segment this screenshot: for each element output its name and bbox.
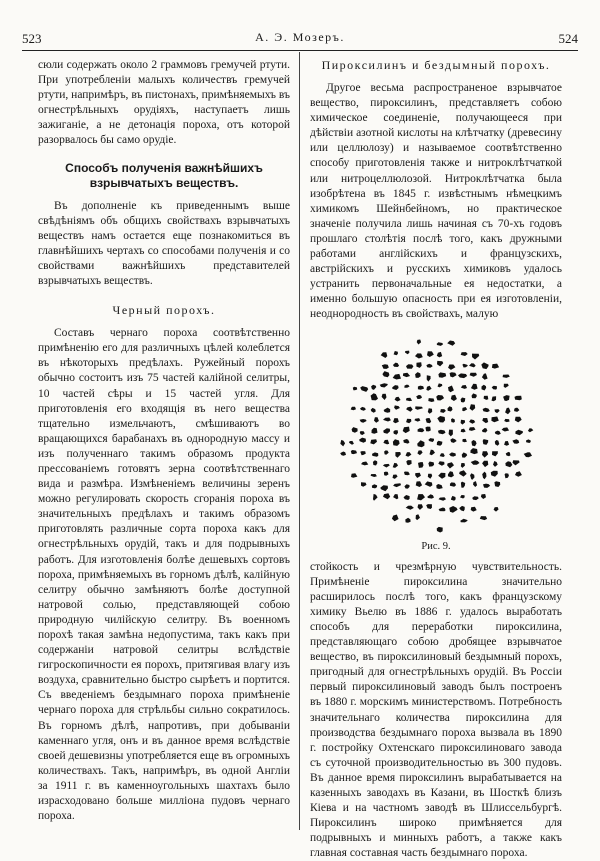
page-header (22, 28, 578, 52)
powder-grain (461, 397, 466, 402)
powder-grain (371, 407, 376, 412)
powder-grain (393, 439, 400, 446)
page-number-right: 524 (558, 31, 578, 46)
powder-grain (392, 514, 399, 521)
powder-grain (384, 450, 389, 454)
powder-grain (439, 507, 446, 511)
powder-grain (494, 481, 500, 487)
powder-grain (380, 383, 388, 387)
subsection-title-pyroxylin: Пироксилинъ и бездымный порохъ. (321, 58, 551, 72)
powder-grain (393, 462, 398, 467)
powder-grain (451, 418, 455, 422)
powder-grain (461, 463, 465, 468)
powder-grain (395, 452, 401, 458)
powder-grain (395, 396, 401, 401)
paragraph-pyroxylin: Другое весьма распространеное взрывчатое вещество, пироксилинъ, представляетъ собою химическое соединеніе, получающееся при дѣйствіи азотной кислоты на клѣтчатку (древесину или целлюлозу) и называемое соотвѣтственно способу приготовленія также и нитроклѣтчаткой или нитроцеллюлозой. Нитроклѣтчатка была изобрѣтена въ 1845 г. извѣстнымъ нѣмецкимъ химикомъ Шейнбейномъ, но практическое значеніе получила лишь начиная съ 70-хъ годовъ прошлаго столѣтія послѣ того, какъ дружными работами англійскихъ и французскихъ, австрійскихъ и русскихъ химиковъ удалось устранить первоначальные ея недостатки, а именно большую опасность при ея изготовленіи, неоднородность въ свойствахъ, малую (310, 82, 562, 321)
powder-grain (482, 471, 486, 479)
powder-grain (449, 506, 457, 513)
paragraph-black-powder: Составъ чернаго пороха соотвѣтственно примѣненію его для различныхъ цѣлей колеблется въ нѣкоторыхъ предѣлахъ. Ружейный порохъ обычно состоитъ изъ 75 частей калійной селитры, 10 частей сѣры и 15 частей угля. Для приготовленія его входящія въ него вещества тщательно измельчаютъ, смѣшиваютъ во вращающихся барабанахъ въ однородную массу и изъ полученнаго такимъ образомъ продукта прессованіемъ готовятъ зерна соотвѣтственнаго вида и размѣра. Измѣненіемъ величины зеренъ можно регулировать скорость сгоранія пороха въ значительныхъ предѣлахъ и такимъ образомъ приготовлять различные сорта пороха какъ для огнестрѣльныхъ орудій, такъ и для подрывныхъ работъ. Для изготовленія болѣе дешевыхъ сортовъ пороха, примѣняемыхъ въ горномъ дѣлѣ, калійную селитру обычно замѣняютъ болѣе доступной натровой солью, представляющей собою природную чилійскую селитру. Въ военномъ порохѣ такая замѣна недопустима, такъ какъ при содержаніи натровой селитры вслѣдствіе гигроскопичности ея порохъ, притягивая влагу изъ воздуха, сравнительно быстро сырѣетъ и портится. Съ введеніемъ бездымнаго пороха примѣненіе чернаго пороха для стрѣльбы сильно сократилось. Въ горномъ дѣлѣ, напротивъ, при добываніи каменнаго угля, онъ и въ данное время вслѣдствіе своей дешевизны употребляется еще въ огромныхъ количествахъ. Такъ, напримѣръ, въ одной Англіи за 1911 г. въ каменноугольныхъ шахтахъ было израсходовано больше милліона пудовъ чернаго пороха. (38, 327, 291, 823)
powder-grain (472, 496, 479, 500)
powder-grain (436, 484, 442, 489)
powder-grain (359, 437, 366, 442)
powder-grain (459, 470, 467, 476)
powder-grain (482, 418, 488, 423)
powder-grain (373, 493, 378, 500)
powder-grain (472, 393, 477, 398)
powder-grain (351, 473, 357, 477)
powder-grain (406, 460, 411, 465)
powder-grain (450, 482, 456, 486)
powder-grain (416, 362, 421, 368)
powder-grain (505, 461, 512, 467)
powder-grain (393, 430, 398, 435)
powder-grain (430, 449, 436, 455)
powder-grain (491, 470, 498, 476)
powder-grain (437, 351, 442, 357)
powder-grain (383, 439, 389, 444)
powder-grain (473, 481, 477, 487)
powder-grain (494, 507, 499, 512)
powder-grain (472, 353, 479, 359)
powder-grain (352, 427, 358, 433)
powder-grain (481, 494, 486, 499)
powder-grain (504, 383, 509, 387)
powder-grain (360, 431, 365, 435)
powder-grain (384, 407, 391, 412)
powder-grain (515, 429, 522, 435)
powder-grain (515, 471, 522, 477)
powder-grain (426, 504, 432, 509)
powder-grain (504, 441, 509, 446)
powder-grain (451, 394, 457, 400)
powder-grain (448, 471, 454, 477)
powder-grain (451, 495, 456, 500)
powder-grain (361, 461, 368, 465)
powder-grain (512, 439, 519, 444)
powder-grain (361, 482, 367, 487)
powder-grain (495, 409, 500, 413)
powder-grain (370, 439, 377, 444)
powder-grain (428, 473, 432, 478)
powder-grains-illustration (336, 335, 536, 535)
powder-grain (406, 505, 414, 509)
powder-grain (353, 386, 357, 390)
powder-grain (483, 439, 489, 445)
paragraph-continued: сюли содержать около 2 граммовъ гремучей ртути. При употребленіи малыхъ количествъ гремучей ртути, напримѣръ, въ пистонахъ, примѣняемыхъ въ огнестрѣльныхъ орудіяхъ, наступаетъ лишь зажиганіе, а не детонація пороха, отъ которой разорвалось бы само орудіе. (38, 59, 290, 147)
powder-grain (428, 408, 432, 413)
powder-grain (482, 384, 487, 390)
powder-grain (381, 352, 388, 358)
powder-grain (469, 427, 476, 431)
paragraph-pyroxylin-continued: стойкость и чрезмѣрную чувствительность. Примѣненіе пироксилина значительно расширилось послѣ того, какъ французскому химику Вьелю въ 1886 г. удалось выработать способъ для переработки пироксилина, представляющаго собою дробящее взрывчатое вещество, въ пироксилиновый бездымный порохъ, пригодный для огнестрѣльныхъ орудій. Въ Россіи первый пироксилиновый заводъ былъ построенъ въ 1880 г. морскимъ министерствомъ. Потребность значительнаго количества пироксилина для производства бездымнаго пороха вызвала въ 1890 г. постройку Охтенскаго пироксилиноваго завода съ суточной производительностью въ 300 пудовъ. Въ данное время пироксилинъ вырабатывается на казенныхъ заводахъ въ Казани, въ Шосткѣ близъ Кіева и на частномъ заводѣ въ Шлиссельбургѣ. Пироксилинъ широко примѣняется для подрывныхъ и минныхъ работъ, а также какъ главная составная часть бездымнаго пороха. (310, 560, 562, 860)
powder-grain (514, 407, 519, 411)
powder-grain (371, 384, 376, 389)
powder-grain (382, 371, 389, 377)
powder-grain (495, 440, 500, 446)
powder-grain (515, 395, 522, 400)
powder-grain (382, 364, 389, 369)
powder-grain (427, 494, 434, 498)
powder-grain (406, 418, 411, 422)
powder-grain (471, 383, 478, 389)
powder-grain (448, 406, 453, 411)
powder-grain (371, 474, 377, 477)
powder-grain (450, 438, 456, 443)
powder-grain (384, 471, 389, 475)
powder-grain (482, 451, 488, 457)
running-head-author: А. Э. Мозеръ. (255, 30, 345, 44)
powder-grain (392, 385, 398, 390)
powder-grain (436, 395, 444, 401)
powder-grain (404, 484, 409, 488)
powder-grain (469, 419, 475, 423)
powder-grain (438, 472, 445, 478)
powder-grain (383, 493, 390, 499)
powder-grain (428, 461, 434, 466)
powder-grain (405, 350, 409, 354)
powder-grain (418, 428, 425, 432)
paragraph-intro: Въ дополненіе къ приведеннымъ выше свѣдѣніямъ объ общихъ свойствахъ взрывчатыхъ веществъ намъ остается еще познакомиться въ главнѣйшихъ чертахъ со способами полученія и со свойствами важнѣйшихъ представителей взрывчатыхъ веществъ. (38, 199, 290, 288)
powder-grain (417, 494, 425, 500)
powder-grain (405, 517, 410, 522)
powder-grain (393, 418, 399, 423)
powder-grain (371, 393, 378, 400)
powder-grain (462, 407, 467, 411)
powder-grain (428, 398, 434, 402)
powder-grain (416, 394, 422, 398)
powder-grain (438, 372, 446, 377)
powder-grain (417, 450, 422, 455)
powder-grain (481, 362, 488, 369)
powder-grain (394, 351, 398, 355)
powder-grain (416, 514, 420, 520)
powder-grain (492, 385, 497, 389)
powder-grain (461, 428, 466, 432)
powder-grain (438, 429, 446, 434)
powder-grain (447, 340, 455, 345)
powder-grain (418, 504, 424, 510)
powder-grain (482, 460, 488, 466)
powder-grain (373, 460, 377, 465)
powder-grain (440, 409, 446, 413)
powder-grain (461, 385, 467, 389)
powder-grain (415, 472, 421, 477)
powder-grain (504, 418, 509, 421)
figure-9 (310, 335, 562, 535)
powder-grain (416, 481, 422, 487)
powder-grain (393, 362, 399, 366)
powder-grain (493, 461, 498, 467)
powder-grain (450, 372, 457, 377)
powder-grain (418, 385, 424, 389)
powder-grain (470, 372, 477, 376)
powder-grain (461, 419, 466, 424)
powder-grain (415, 372, 421, 378)
powder-grain (417, 339, 421, 344)
powder-grain (503, 395, 510, 401)
powder-grain (461, 481, 465, 487)
powder-grain (426, 418, 432, 423)
powder-grain (349, 440, 354, 444)
powder-grain (528, 428, 533, 432)
powder-grain (462, 452, 468, 457)
powder-grain (515, 416, 522, 422)
powder-grain (459, 505, 465, 510)
powder-grain (458, 373, 467, 378)
powder-grain (470, 448, 477, 454)
powder-grain (418, 462, 424, 468)
powder-grain (382, 393, 387, 399)
powder-grain (340, 439, 345, 446)
powder-grain (403, 426, 410, 433)
powder-grain (406, 397, 412, 400)
powder-grain (415, 406, 423, 409)
powder-grain (351, 406, 356, 410)
powder-grain (383, 428, 390, 433)
powder-grain (437, 360, 443, 366)
powder-grain (406, 406, 413, 411)
powder-grain (503, 374, 510, 377)
right-column (310, 58, 562, 861)
powder-grain (492, 451, 498, 456)
powder-grain (482, 428, 487, 433)
powder-grain (439, 497, 447, 501)
subsection-title-black-powder: Черный порохъ. (112, 303, 216, 318)
powder-grain (482, 373, 488, 379)
powder-grain (462, 363, 468, 367)
powder-grain (404, 384, 409, 387)
powder-grain (403, 439, 409, 444)
powder-grain (372, 452, 378, 456)
powder-grain (393, 494, 398, 499)
powder-grain (425, 481, 433, 487)
header-rule (22, 50, 578, 51)
powder-grain (360, 419, 367, 423)
powder-grain (449, 452, 456, 456)
powder-grain (360, 386, 368, 392)
powder-grain (526, 439, 531, 443)
powder-grain (404, 495, 410, 500)
powder-grain (461, 352, 468, 356)
powder-grain (393, 474, 398, 478)
powder-grain (404, 471, 410, 475)
powder-grain (383, 417, 391, 421)
powder-grain (380, 485, 388, 491)
powder-grain (492, 396, 497, 401)
powder-grain (415, 353, 423, 358)
powder-grain (372, 427, 378, 433)
powder-grain (471, 506, 477, 511)
powder-grain (425, 426, 430, 431)
powder-grain (438, 383, 443, 387)
powder-grain (505, 407, 510, 414)
powder-grain (426, 363, 432, 367)
powder-grain (437, 440, 443, 445)
page-number-left: 523 (22, 31, 42, 46)
powder-grain (513, 460, 520, 465)
powder-grain (469, 363, 476, 367)
powder-grain (417, 440, 424, 447)
powder-grain (483, 407, 490, 411)
powder-grain (448, 364, 455, 369)
powder-grain (462, 438, 467, 441)
powder-grain (460, 495, 465, 499)
column-divider (299, 52, 300, 830)
powder-grain (440, 453, 445, 457)
powder-grain (449, 429, 453, 436)
powder-grain (427, 375, 431, 381)
powder-grain (394, 405, 400, 409)
powder-grain (360, 451, 366, 455)
powder-grain (502, 427, 510, 431)
powder-grain (437, 342, 443, 346)
powder-grain (374, 417, 379, 423)
powder-grain (393, 373, 401, 379)
powder-grain (460, 518, 467, 522)
powder-grain (360, 406, 366, 410)
powder-grain (480, 516, 487, 520)
powder-grain (505, 473, 509, 478)
powder-grain (524, 452, 532, 457)
powder-grain (406, 452, 412, 457)
powder-grain (495, 430, 501, 434)
powder-grain (438, 461, 444, 466)
powder-grain (506, 451, 511, 455)
powder-grain (470, 473, 474, 480)
powder-grain (470, 404, 476, 411)
powder-grain (447, 462, 454, 468)
powder-grain (484, 395, 489, 399)
powder-grain (340, 451, 346, 455)
powder-grain (372, 484, 377, 488)
section-title: Способъ полученія важнѣйшихъ взрывчатыхъ веществъ. (65, 160, 263, 190)
figure-caption: Рис. 9. (421, 540, 451, 552)
powder-grain (403, 372, 410, 376)
powder-grain (414, 418, 420, 422)
powder-grain (448, 385, 454, 392)
powder-grain (471, 440, 476, 446)
powder-grain (492, 363, 499, 368)
powder-grain (393, 483, 401, 487)
powder-grain (406, 364, 413, 368)
powder-grain (491, 416, 498, 422)
powder-grain (426, 385, 431, 390)
powder-grain (471, 460, 480, 465)
powder-grain (437, 416, 445, 423)
powder-grain (351, 450, 357, 454)
powder-grain (437, 526, 443, 532)
powder-grain (483, 483, 490, 487)
powder-grain (383, 463, 390, 467)
powder-grain (428, 438, 434, 442)
powder-grain (427, 351, 434, 357)
left-column (38, 58, 290, 824)
